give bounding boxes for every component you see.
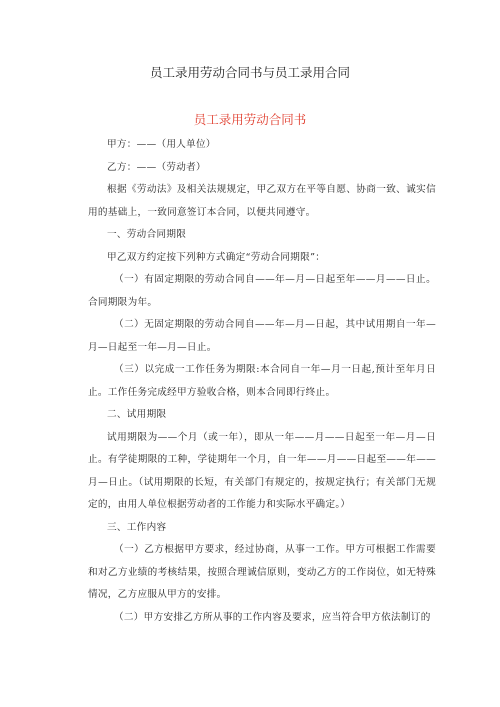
contract-subtitle: 员工录用劳动合同书 [193, 112, 307, 127]
section-heading-work-content: 三、工作内容 [107, 521, 167, 533]
section-heading-probation: 二、试用期限 [107, 409, 167, 420]
fixed-term-paragraph: （一）有固定期限的劳动合同自——年—月—日起至年——月——日止。合同期限为年。 [88, 274, 436, 308]
term-intro-paragraph: 甲乙双方约定按下列种方式确定“劳动合同期限”： [107, 251, 326, 263]
document-title: 员工录用劳动合同书与员工录用合同 [149, 65, 350, 80]
party-b-line: 乙方：——（劳动者） [107, 161, 206, 173]
section-heading-term: 一、劳动合同期限 [107, 229, 187, 240]
work-content-paragraph-1: （一）乙方根据甲方要求，经过协商，从事一工作。甲方可根据工作需要和对乙方业绩的考核结果，按照合理诚信原则，变动乙方的工作岗位，如无特殊情况，乙方应服从甲方的安排。 [88, 544, 436, 600]
probation-paragraph: 试用期限为——个月（或一年），即从一年——月——日起至一年—月—日止。有学徒期限的工种，学徒期年一个月，自一年——月——日起至——年——月—日止。（试用期限的长短，有关部门有规定的，按规定执行；有关部门无规定的，由用人单位根据劳动者的工作能力和实际水平确定。） [88, 431, 436, 510]
preamble-paragraph: 根据《劳动法》及相关法规规定，甲乙双方在平等自愿、协商一致、诚实信用的基础上，一致同意签订本合同，以便共同遵守。 [88, 184, 436, 218]
open-term-paragraph: （二）无固定期限的劳动合同自——年—月—日起，其中试用期自一年—月—日起至一年—月—日止。 [88, 319, 436, 353]
task-term-paragraph: （三）以完成一工作任务为期限:本合同自一年—月一日起,预计至年月日止。工作任务完成经甲方验收合格，则本合同即行终止。 [88, 364, 436, 398]
work-content-paragraph-2: （二）甲方安排乙方所从事的工作内容及要求，应当符合甲方依法制订的 [114, 611, 431, 623]
party-a-line: 甲方：——（用人单位） [107, 139, 216, 150]
document-body [88, 134, 436, 629]
